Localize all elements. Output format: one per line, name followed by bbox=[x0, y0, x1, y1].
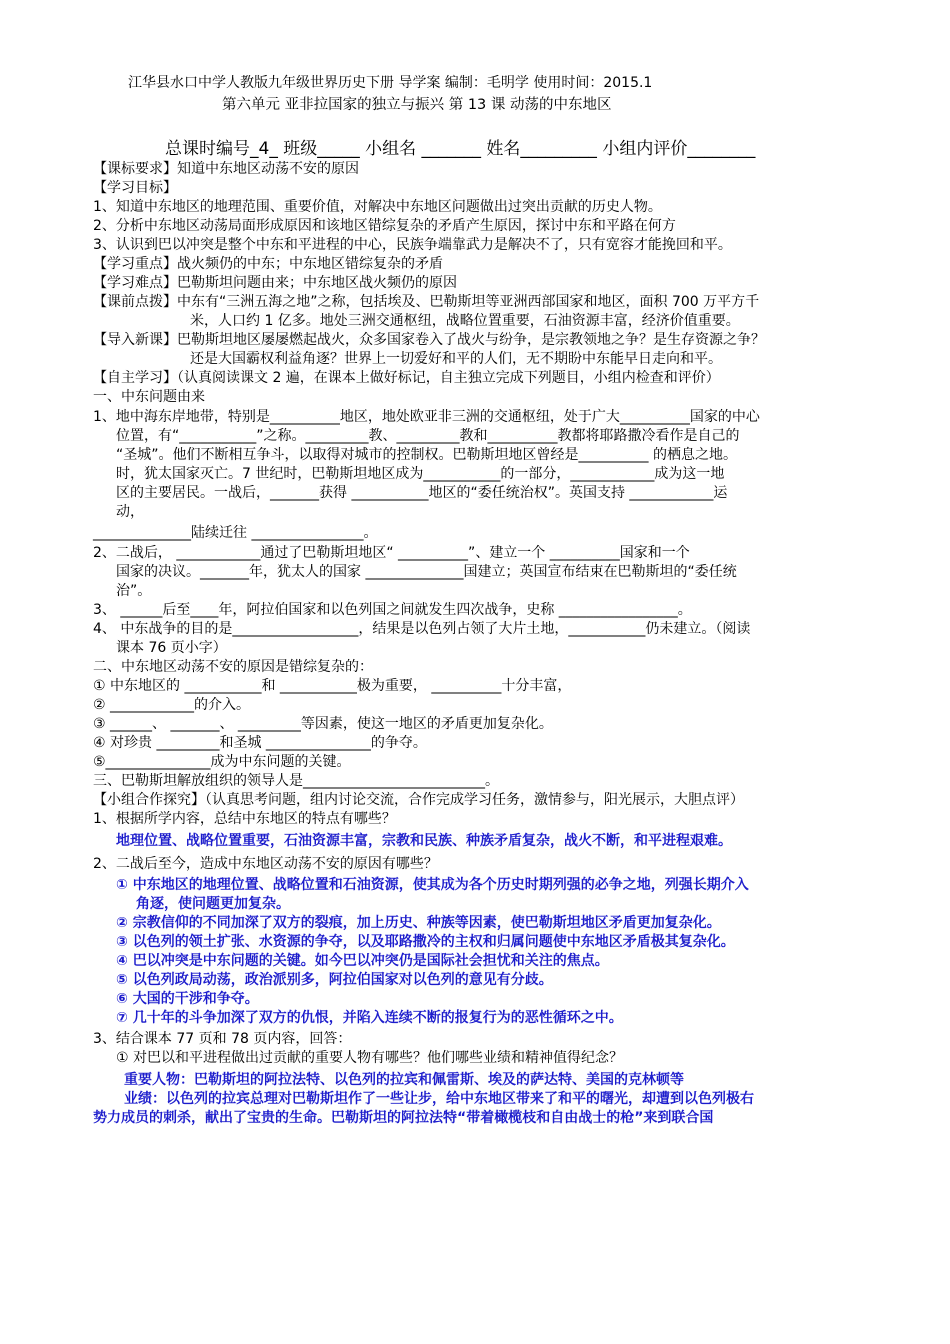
header-school-line: 江华县水口中学人教版九年级世界历史下册 导学案 编制：毛明学 使用时间：2015.1 bbox=[128, 75, 653, 91]
question-line: ① 对巴以和平进程做出过贡献的重要人物有哪些？他们哪些业绩和精神值得纪念？ bbox=[116, 1050, 623, 1066]
question-line: 3、结合课本 77 页和 78 页内容，回答： bbox=[93, 1031, 352, 1047]
answer-line: ⑥ 大国的干涉和争夺。 bbox=[116, 991, 259, 1007]
question-line: 1、根据所学内容，总结中东地区的特点有哪些？ bbox=[93, 811, 396, 827]
text-line: 【小组合作探究】（认真思考问题，组内讨论交流，合作完成学习任务，激情参与，阳光展示，大胆点评） bbox=[93, 792, 744, 808]
lesson-title: 第六单元 亚非拉国家的独立与振兴 第 13 课 动荡的中东地区 bbox=[222, 97, 612, 113]
text-line: 1、知道中东地区的地理范围、重要价值，对解决中东地区问题做出过突出贡献的历史人物。 bbox=[93, 199, 662, 215]
text-line: ④ 对珍贵 _________和圣城 _______________的争夺。 bbox=[93, 735, 427, 751]
text-line: 动， bbox=[116, 504, 144, 520]
text-line: 国家的决议。_______年，犹太人的国家 ______________国建立；英国宣布结束在巴勒斯坦的“委任统 bbox=[116, 564, 737, 580]
answer-line: 角逐，使问题更加复杂。 bbox=[136, 896, 290, 912]
text-line: ③ ______、 _______、 _________等因素，使这一地区的矛盾更加复杂化。 bbox=[93, 716, 553, 732]
section-heading: 三、巴勒斯坦解放组织的领导人是__________________________。 bbox=[93, 773, 499, 789]
text-line: 时，犹太国家灭亡。7 世纪时，巴勒斯坦地区成为___________的一部分，____________成为这一地 bbox=[116, 466, 725, 482]
text-line: 1、地中海东岸地带，特别是__________地区，地处欧亚非三洲的交通枢纽，处于广大__________国家的中心 bbox=[93, 409, 760, 425]
text-line: 4、 中东战争的目的是__________________，结果是以色列占领了大片土地，___________仍未建立。（阅读 bbox=[93, 621, 751, 637]
answer-line: 地理位置、战略位置重要，石油资源丰富，宗教和民族、种族矛盾复杂，战火不断，和平进程艰难。 bbox=[116, 833, 732, 849]
text-line: 【学习难点】巴勒斯坦问题由来；中东地区战火频仍的原因 bbox=[93, 275, 457, 291]
answer-line: ③ 以色列的领土扩张、水资源的争夺，以及耶路撒冷的主权和归属问题使中东地区矛盾极其复杂化。 bbox=[116, 934, 735, 950]
text-line: 3、 ______后至____年，阿拉伯国家和以色列国之间就发生四次战争，史称 _________________。 bbox=[93, 602, 692, 618]
text-line: 【学习目标】 bbox=[93, 180, 177, 196]
answer-line: ⑤ 以色列政局动荡，政治派别多，阿拉伯国家对以色列的意见有分歧。 bbox=[116, 972, 553, 988]
text-line: 【自主学习】（认真阅读课文 2 遍，在课本上做好标记，自主独立完成下列题目，小组内检查和评价） bbox=[93, 370, 720, 386]
text-line: ⑤_______________成为中东问题的关键。 bbox=[93, 754, 351, 770]
answer-line: 业绩：以色列的拉宾总理对巴勒斯坦作了一些让步，给中东地区带来了和平的曙光，却遭到以色列极右 bbox=[124, 1091, 754, 1107]
answer-line: 势力成员的刺杀，献出了宝贵的生命。巴勒斯坦的阿拉法特“带着橄榄枝和自由战士的枪”来到联合国 bbox=[93, 1110, 714, 1126]
text-line: 课本 76 页小字） bbox=[116, 640, 227, 656]
text-line: 【学习重点】战火频仍的中东；中东地区错综复杂的矛盾 bbox=[93, 256, 443, 272]
text-line: 区的主要居民。一战后，_______获得 ___________地区的“委任统治权”。英国支持 ____________运 bbox=[116, 485, 728, 501]
text-line: ① 中东地区的 ___________和 ___________极为重要， __________十分丰富， bbox=[93, 678, 572, 694]
text-line: “圣城”。他们不断相互争斗，以取得对城市的控制权。巴勒斯坦地区曾经是__________ 的栖息之地。 bbox=[116, 447, 737, 463]
text-line: 位置，有“___________”之称。_________教、_________教和__________教都将耶路撒冷看作是自己的 bbox=[116, 428, 740, 444]
text-line: 【导入新课】巴勒斯坦地区屡屡燃起战火，众多国家卷入了战火与纷争，是宗教领地之争？是生存资源之争？ bbox=[93, 332, 765, 348]
text-line: 米，人口约 1 亿多。地处三洲交通枢纽，战略位置重要，石油资源丰富，经济价值重要。 bbox=[190, 313, 740, 329]
answer-line: ⑦ 几十年的斗争加深了双方的仇恨，并陷入连续不断的报复行为的恶性循环之中。 bbox=[116, 1010, 623, 1026]
text-line: 还是大国霸权利益角逐？世界上一切爱好和平的人们，无不期盼中东能早日走向和平。 bbox=[190, 351, 722, 367]
student-info-line: 总课时编号_4_ 班级_____ 小组名 _______ 姓名_________ 小组内评价________ bbox=[165, 139, 756, 159]
section-heading: 一、中东问题由来 bbox=[93, 389, 205, 405]
question-line: 2、二战后至今，造成中东地区动荡不安的原因有哪些？ bbox=[93, 856, 438, 872]
text-line: 2、分析中东地区动荡局面形成原因和该地区错综复杂的矛盾产生原因，探讨中东和平路在何方 bbox=[93, 218, 676, 234]
section-heading: 二、中东地区动荡不安的原因是错综复杂的： bbox=[93, 659, 373, 675]
text-line: ______________陆续迁往 ________________。 bbox=[93, 525, 378, 541]
answer-line: ④ 巴以冲突是中东问题的关键。如今巴以冲突仍是国际社会担忧和关注的焦点。 bbox=[116, 953, 609, 969]
text-line: ② ____________的介入。 bbox=[93, 697, 251, 713]
text-line: 【课前点拨】中东有“三洲五海之地”之称，包括埃及、巴勒斯坦等亚洲西部国家和地区，面积 700 万平方千 bbox=[93, 294, 760, 310]
text-line: 3、认识到巴以冲突是整个中东和平进程的中心，民族争端靠武力是解决不了，只有宽容才能挽回和平。 bbox=[93, 237, 732, 253]
answer-line: ② 宗教信仰的不同加深了双方的裂痕，加上历史、种族等因素，使巴勒斯坦地区矛盾更加复杂化。 bbox=[116, 915, 721, 931]
text-line: 2、二战后， ____________通过了巴勒斯坦地区“ __________”、建立一个 __________国家和一个 bbox=[93, 545, 690, 561]
answer-line: ① 中东地区的地理位置、战略位置和石油资源，使其成为各个历史时期列强的必争之地，列强长期介入 bbox=[116, 877, 749, 893]
text-line: 【课标要求】知道中东地区动荡不安的原因 bbox=[93, 161, 359, 177]
text-line: 治”。 bbox=[116, 583, 152, 599]
answer-line: 重要人物：巴勒斯坦的阿拉法特、以色列的拉宾和佩雷斯、埃及的萨达特、美国的克林顿等 bbox=[124, 1072, 684, 1088]
